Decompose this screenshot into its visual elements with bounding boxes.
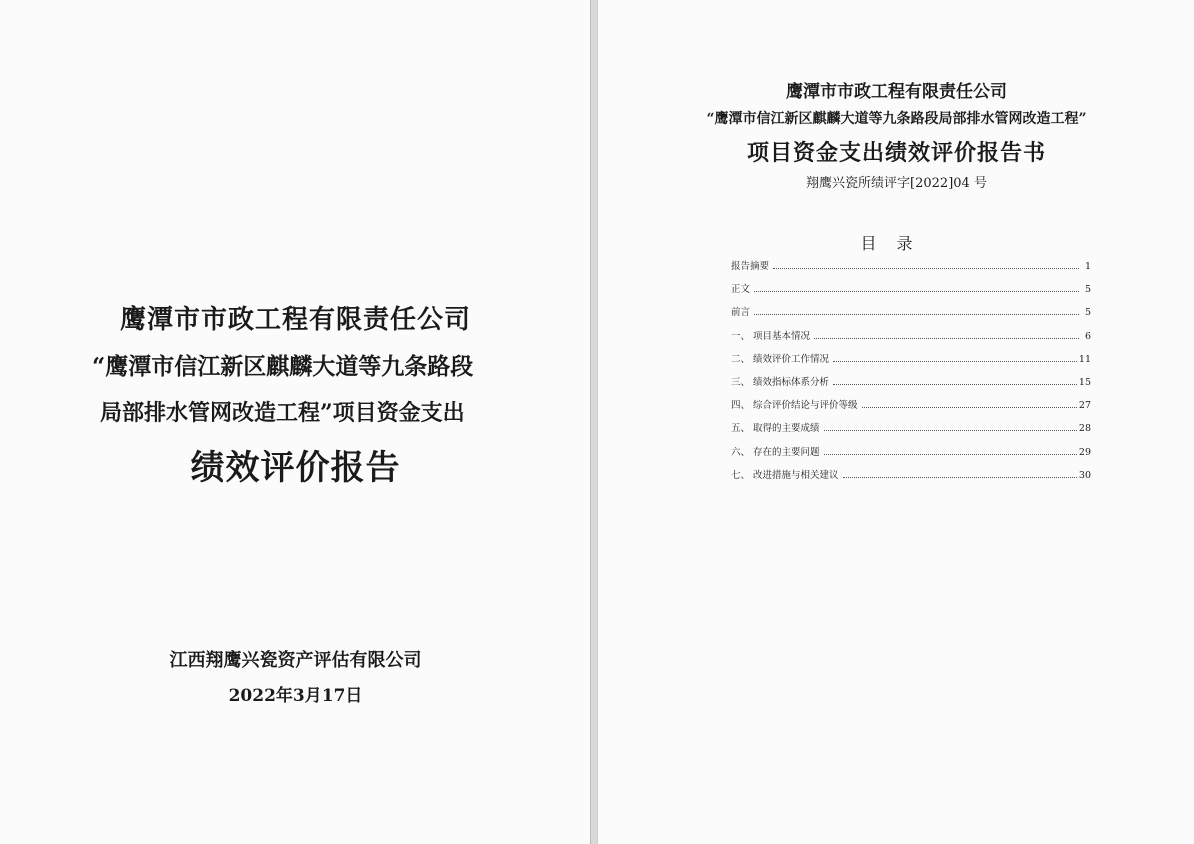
cover-page (0, 0, 591, 844)
cover-issuer: 江西翔鹰兴瓷资产评估有限公司 (169, 650, 422, 671)
toc-entry-number: 二、 (731, 353, 751, 365)
toc-leader-dots (754, 290, 1079, 292)
toc-entry-page: 6 (1084, 330, 1091, 342)
toc-entry-page: 30 (1078, 469, 1091, 481)
toc-report-title: 项目资金支出绩效评价报告书 (746, 140, 1046, 166)
toc-company-name: 鹰潭市市政工程有限责任公司 (786, 82, 1007, 102)
toc-entry-label: 正文 (731, 284, 751, 296)
toc-entry-page: 27 (1078, 400, 1091, 412)
toc-entry (731, 258, 1091, 281)
toc-entry-label: 绩效指标体系分析 (753, 376, 830, 388)
toc-leader-dots (773, 267, 1079, 269)
toc-entry-label: 报告摘要 (731, 261, 770, 272)
toc-entry (731, 397, 1091, 420)
toc-entry (731, 304, 1091, 327)
toc-leader-dots (824, 429, 1077, 431)
toc-entry-page: 11 (1078, 353, 1091, 365)
toc-entry-label: 项目基本情况 (753, 330, 811, 342)
toc-entry-label: 绩效评价工作情况 (753, 353, 830, 365)
toc-entry (731, 444, 1091, 467)
toc-leader-dots (833, 360, 1077, 362)
toc-entry-number: 三、 (731, 376, 751, 388)
toc-entry-number: 四、 (731, 400, 751, 412)
toc-list (731, 258, 1091, 490)
toc-entry-number: 五、 (731, 423, 751, 435)
toc-entry-label: 改进措施与相关建议 (753, 469, 839, 481)
toc-entry-number: 一、 (731, 330, 751, 342)
toc-project-name: “鹰潭市信江新区麒麟大道等九条路段局部排水管网改造工程” (706, 111, 1087, 127)
cover-company-name: 鹰潭市市政工程有限责任公司 (119, 305, 471, 335)
toc-report-number: 翔鹰兴瓷所绩评字[2022]04 号 (806, 176, 987, 191)
toc-entry-label: 综合评价结论与评价等级 (753, 400, 858, 412)
cover-date: 2022年3月17日 (228, 686, 363, 706)
toc-entry-number: 七、 (731, 469, 751, 481)
toc-entry (731, 374, 1091, 397)
toc-entry-number: 六、 (731, 446, 751, 458)
cover-project-line-1: “鹰潭市信江新区麒麟大道等九条路段 (92, 353, 474, 380)
toc-entry (731, 328, 1091, 351)
toc-leader-dots (824, 453, 1077, 455)
toc-entry-label: 存在的主要问题 (753, 446, 820, 458)
toc-heading: 目录 (860, 234, 933, 253)
toc-entry (731, 467, 1091, 490)
toc-entry-label: 前言 (731, 307, 751, 319)
toc-entry-page: 5 (1084, 284, 1091, 296)
toc-entry (731, 351, 1091, 374)
toc-entry-page: 15 (1078, 376, 1091, 388)
toc-entry (731, 281, 1091, 304)
toc-entry (731, 420, 1091, 443)
toc-entry-page: 1 (1084, 261, 1091, 272)
toc-leader-dots (843, 476, 1077, 478)
toc-entry-page: 28 (1078, 423, 1091, 435)
toc-entry-page: 5 (1084, 307, 1091, 319)
toc-page (597, 0, 1194, 844)
toc-leader-dots (862, 406, 1077, 408)
toc-entry-page: 29 (1078, 446, 1091, 458)
toc-leader-dots (814, 337, 1079, 339)
toc-leader-dots (754, 313, 1079, 315)
toc-leader-dots (833, 383, 1077, 385)
cover-report-title: 绩效评价报告 (190, 448, 401, 488)
toc-entry-label: 取得的主要成绩 (753, 423, 820, 435)
cover-project-line-2: 局部排水管网改造工程”项目资金支出 (100, 400, 465, 426)
